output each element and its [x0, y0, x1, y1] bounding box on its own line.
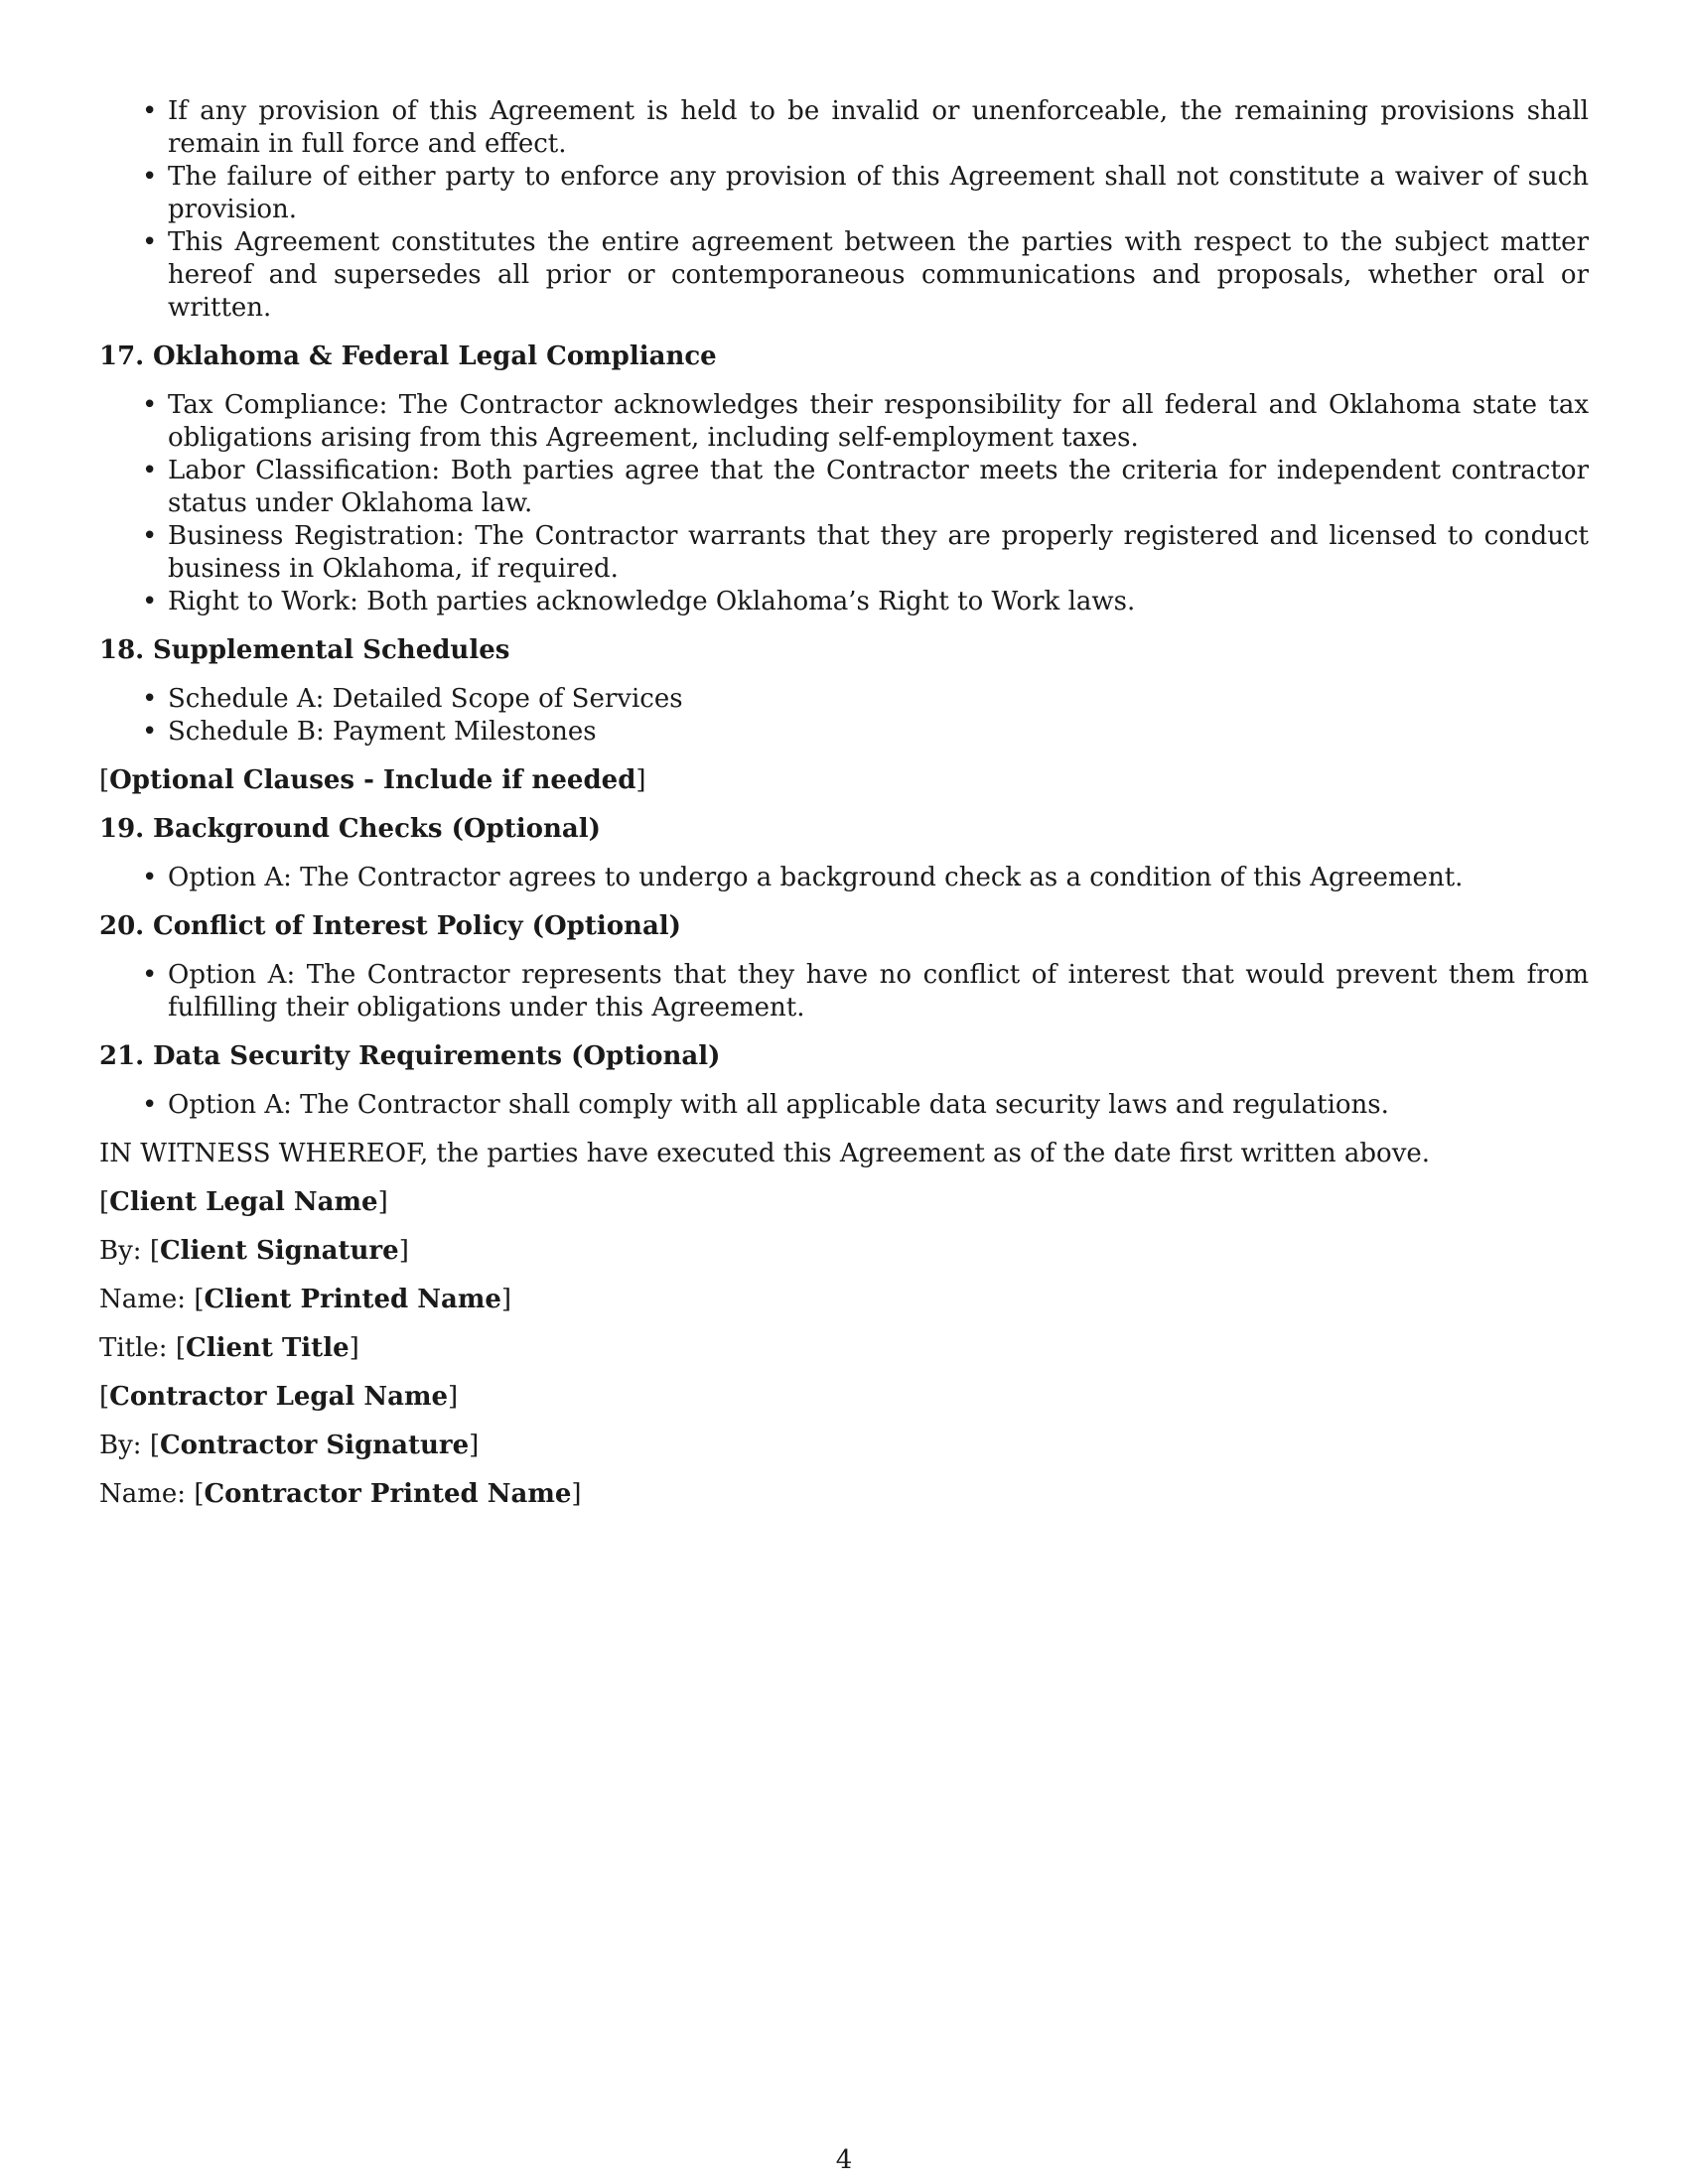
section-21-list — [99, 1089, 1589, 1122]
list-item: • Option A: The Contractor shall comply with all applicable data security laws and regulations. — [168, 1089, 1589, 1122]
list-item: • Labor Classification: Both parties agree that the Contractor meets the criteria for independent contractor status under Oklahoma law. — [168, 455, 1589, 520]
list-item: • Tax Compliance: The Contractor acknowledges their responsibility for all federal and Oklahoma state tax obligations arising from this Agreement, including self-employment taxes. — [168, 389, 1589, 455]
client-name-line: Name: [Client Printed Name] — [99, 1285, 512, 1314]
contractor-legal-name: Contractor Legal Name — [109, 1382, 449, 1412]
contractor-signature-line: By: [Contractor Signature] — [99, 1431, 480, 1460]
client-legal-name-line: [Client Legal Name] — [99, 1187, 388, 1217]
client-title-line: Title: [Client Title] — [99, 1333, 359, 1363]
client-title: Client Title — [186, 1333, 350, 1363]
by-label: By: — [99, 1236, 142, 1266]
list-item: • If any provision of this Agreement is held to be invalid or unenforceable, the remaining provisions shall remain in full force and effect. — [168, 95, 1589, 161]
section-title: Background Checks (Optional) — [153, 814, 601, 844]
section-title: Oklahoma & Federal Legal Compliance — [153, 341, 717, 371]
name-label: Name: — [99, 1285, 187, 1314]
section-18-heading — [99, 634, 1589, 667]
section-number: 19. — [99, 814, 145, 844]
list-item: • Right to Work: Both parties acknowledge Oklahoma’s Right to Work laws. — [168, 586, 1589, 618]
list-item: • The failure of either party to enforce any provision of this Agreement shall not constitute a waiver of such provision. — [168, 161, 1589, 226]
section-20-heading — [99, 910, 1589, 943]
list-item: • This Agreement constitutes the entire agreement between the parties with respect to the subject matter hereof and supersedes all prior or contemporaneous communications and proposals, whether oral or written. — [168, 226, 1589, 325]
witness-statement: IN WITNESS WHEREOF, the parties have executed this Agreement as of the date first written above. — [99, 1139, 1431, 1168]
section-20-list — [99, 959, 1589, 1024]
section-number: 21. — [99, 1041, 145, 1071]
by-label: By: — [99, 1431, 142, 1460]
section-21-heading — [99, 1040, 1589, 1073]
contractor-legal-name-line: [Contractor Legal Name] — [99, 1382, 459, 1412]
contractor-name-line: Name: [Contractor Printed Name] — [99, 1479, 582, 1509]
client-signature-line: By: [Client Signature] — [99, 1236, 409, 1266]
list-item: • Option A: The Contractor agrees to undergo a background check as a condition of this Agreement. — [168, 862, 1589, 894]
list-item: • Business Registration: The Contractor warrants that they are properly registered and licensed to conduct business in Oklahoma, if required. — [168, 520, 1589, 586]
list-item: • Schedule B: Payment Milestones — [168, 716, 1589, 749]
section-number: 17. — [99, 341, 145, 371]
section-17-heading — [99, 341, 1589, 373]
page-number: 4 — [835, 2145, 853, 2175]
section-18-list — [99, 683, 1589, 749]
section-19-list — [99, 862, 1589, 894]
optional-clauses-text: Optional Clauses - Include if needed — [109, 765, 636, 795]
section-19-heading — [99, 813, 1589, 846]
document-page — [99, 95, 1589, 1527]
section-title: Conflict of Interest Policy (Optional) — [153, 911, 681, 941]
client-printed-name: Client Printed Name — [204, 1285, 501, 1314]
section-number: 18. — [99, 635, 145, 665]
list-item: • Schedule A: Detailed Scope of Services — [168, 683, 1589, 716]
name-label: Name: — [99, 1479, 187, 1509]
contractor-signature: Contractor Signature — [159, 1431, 470, 1460]
client-signature: Client Signature — [159, 1236, 399, 1266]
section-17-list — [99, 389, 1589, 618]
list-item: • Option A: The Contractor represents that they have no conflict of interest that would prevent them from fulfilling their obligations under this Agreement. — [168, 959, 1589, 1024]
section-title: Data Security Requirements (Optional) — [153, 1041, 721, 1071]
client-legal-name: Client Legal Name — [109, 1187, 378, 1217]
intro-bullet-list — [99, 95, 1589, 325]
section-number: 20. — [99, 911, 145, 941]
section-title: Supplemental Schedules — [153, 635, 510, 665]
contractor-printed-name: Contractor Printed Name — [204, 1479, 572, 1509]
optional-clauses-header: [Optional Clauses - Include if needed] — [99, 765, 646, 795]
title-label: Title: — [99, 1333, 168, 1363]
